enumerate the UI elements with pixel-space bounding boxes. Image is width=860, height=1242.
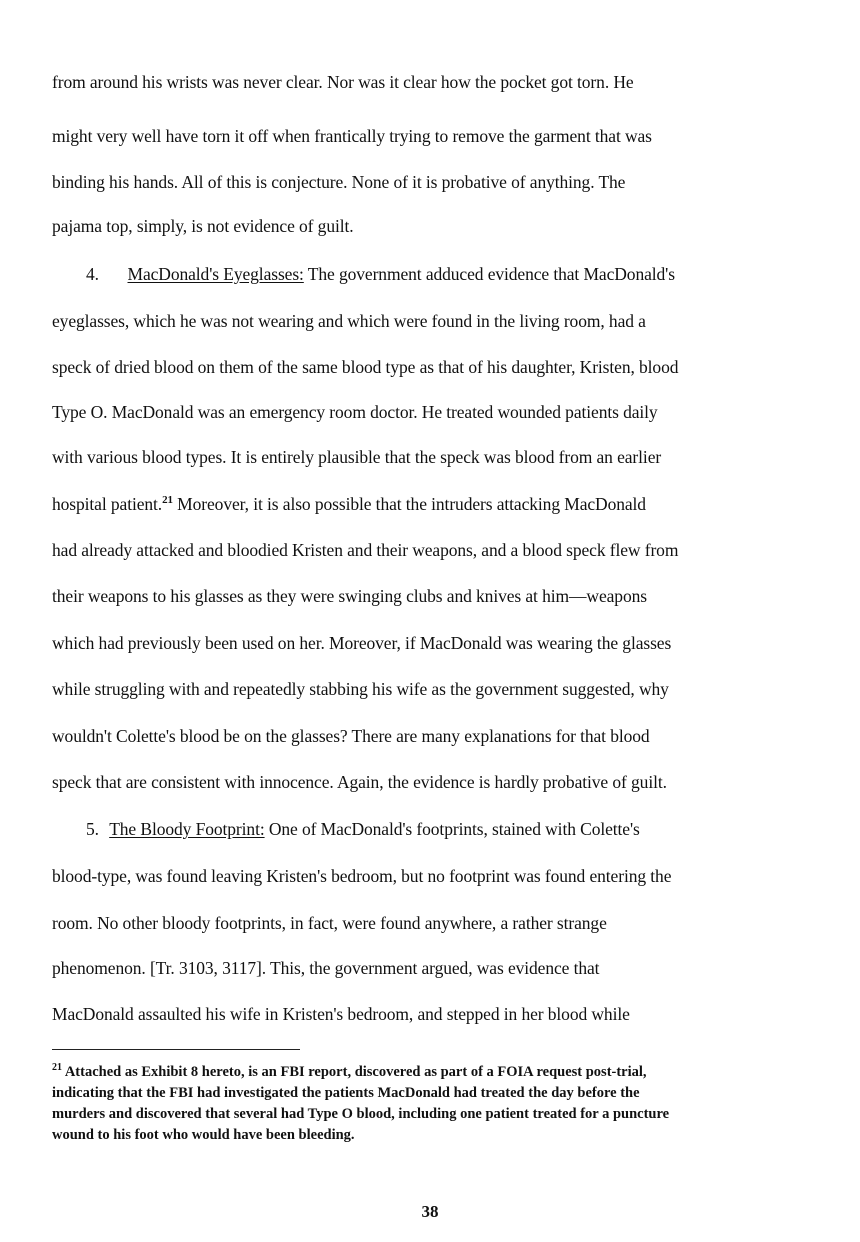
footnote-separator	[52, 1049, 300, 1050]
body-line-with-footnote-ref	[52, 493, 646, 515]
body-line: speck of dried blood on them of the same blood type as that of his daughter, Kristen, blood	[52, 357, 679, 377]
section-5-first-line	[86, 818, 640, 840]
section-5-heading: The Bloody Footprint:	[109, 819, 265, 839]
body-line: had already attacked and bloodied Kristen and their weapons, and a blood speck flew from	[52, 540, 679, 560]
body-line: Type O. MacDonald was an emergency room doctor. He treated wounded patients daily	[52, 402, 658, 422]
section-5-first-line-text: One of MacDonald's footprints, stained with Colette's	[264, 819, 640, 839]
body-text: hospital patient.	[52, 494, 163, 514]
body-line: eyeglasses, which he was not wearing and which were found in the living room, had a	[52, 311, 646, 331]
footnote-text: Attached as Exhibit 8 hereto, is an FBI report, discovered as part of a FOIA request post-trial,	[62, 1064, 647, 1080]
footnote-line: indicating that the FBI had investigated the patients MacDonald had treated the day before the	[52, 1085, 640, 1101]
body-line: their weapons to his glasses as they were swinging clubs and knives at him—weapons	[52, 586, 647, 606]
body-line: from around his wrists was never clear. Nor was it clear how the pocket got torn. He	[52, 72, 634, 92]
body-line: phenomenon. [Tr. 3103, 3117]. This, the government argued, was evidence that	[52, 958, 600, 978]
body-text: Moreover, it is also possible that the intruders attacking MacDonald	[172, 494, 646, 514]
footnote-line: murders and discovered that several had Type O blood, including one patient treated for a puncture	[52, 1106, 670, 1122]
section-4-heading: MacDonald's Eyeglasses:	[127, 264, 304, 284]
body-line: pajama top, simply, is not evidence of guilt.	[52, 216, 354, 236]
body-line: room. No other bloody footprints, in fact, were found anywhere, a rather strange	[52, 913, 607, 933]
body-line: which had previously been used on her. Moreover, if MacDonald was wearing the glasses	[52, 633, 672, 653]
body-line: while struggling with and repeatedly stabbing his wife as the government suggested, why	[52, 679, 669, 699]
section-4-first-line	[86, 263, 675, 285]
section-5-number: 5.	[86, 819, 99, 839]
section-4-first-line-text: The government adduced evidence that MacDonald's	[303, 264, 675, 284]
body-line: might very well have torn it off when frantically trying to remove the garment that was	[52, 126, 652, 146]
body-line: speck that are consistent with innocence. Again, the evidence is hardly probative of guilt.	[52, 772, 667, 792]
body-line: blood-type, was found leaving Kristen's bedroom, but no footprint was found entering the	[52, 866, 672, 886]
footnote-reference: 21	[162, 494, 173, 507]
page-number: 38	[421, 1202, 439, 1221]
body-line: binding his hands. All of this is conjecture. None of it is probative of anything. The	[52, 172, 626, 192]
footnote-marker: 21	[52, 1062, 62, 1074]
body-line: with various blood types. It is entirely plausible that the speck was blood from an earlier	[52, 447, 662, 467]
body-line: wouldn't Colette's blood be on the glasses? There are many explanations for that blood	[52, 726, 650, 746]
section-4-number: 4.	[86, 264, 99, 284]
footnote-line: wound to his foot who would have been bleeding.	[52, 1127, 355, 1143]
footnote-line	[52, 1062, 812, 1082]
body-line: MacDonald assaulted his wife in Kristen's bedroom, and stepped in her blood while	[52, 1004, 630, 1024]
